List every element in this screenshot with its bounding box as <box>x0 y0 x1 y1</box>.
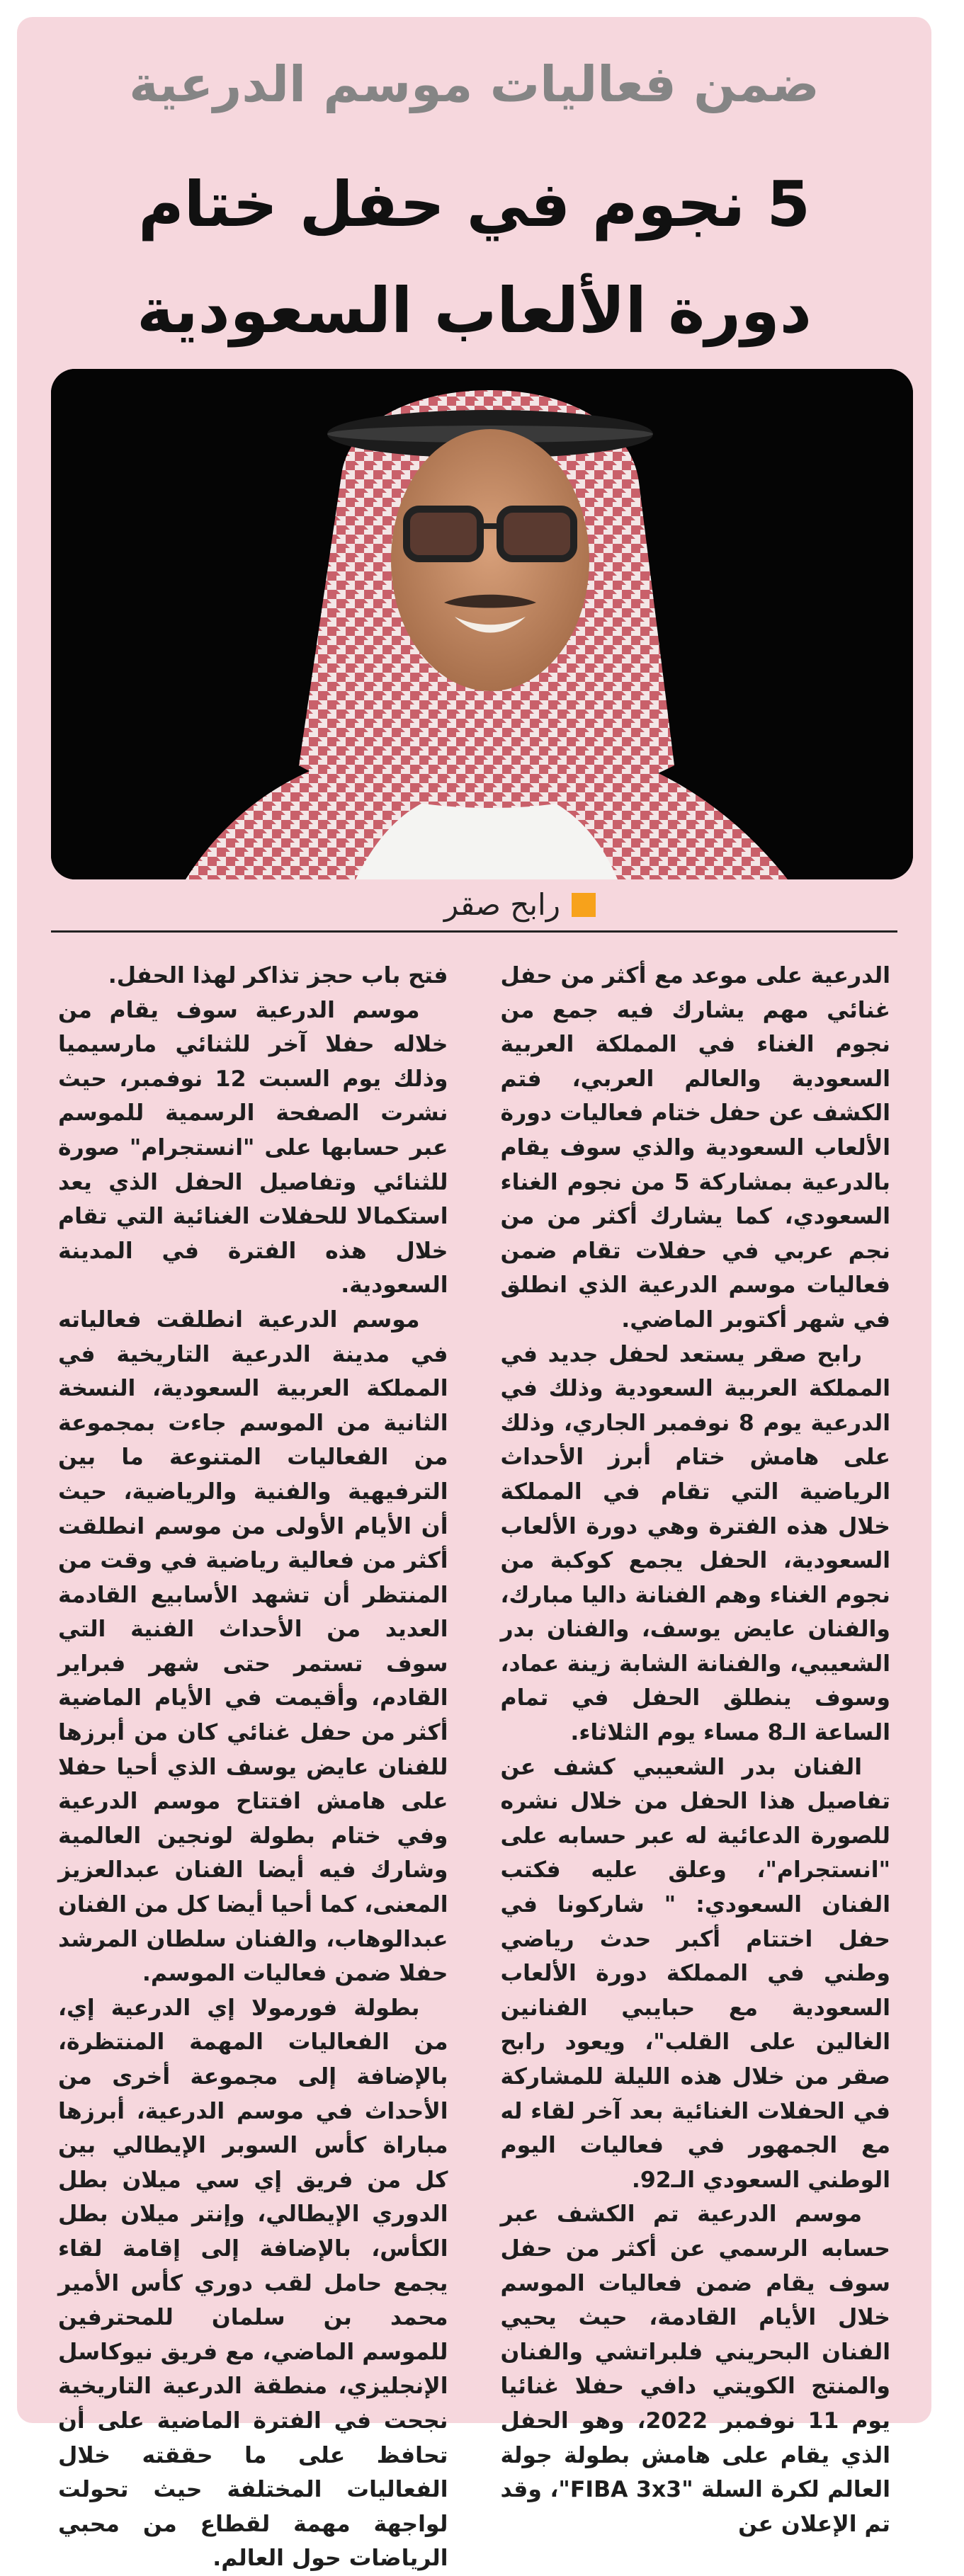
caption-divider <box>51 930 897 933</box>
paragraph: الفنان بدر الشعيبي كشف عن تفاصيل هذا الحفل من خلال نشره للصورة الدعائية له عبر حسابه على "انستجرام"، وعلق عليه فكتب الفنان السعودي: " شاركونا في حفل اختتام أكبر حدث رياضي وطني في المملكة دورة الألعاب السعودية مع حبايبي الفنانين الغالين على القلب"، ويعود رابح صقر من خلال هذه الليلة للمشاركة في الحفلات الغنائية بعد آخر لقاء له مع الجمهور في فعاليات اليوم الوطني السعودي الـ92. <box>500 1754 890 2193</box>
paragraph: موسم الدرعية سوف يقام من خلاله حفلا آخر للثنائي مارسيميا وذلك يوم السبت 12 نوفمبر، حيث نشرت الصفحة الرسمية للموسم عبر حسابها على "انستجرام" صورة للثنائي وتفاصيل الحفل الذي يعد استكمالا للحفلات الغنائية التي تقام خلال هذه الفترة في المدينة السعودية. <box>58 997 448 1299</box>
paragraph: موسم الدرعية تم الكشف عبر حسابه الرسمي عن أكثر من حفل سوف يقام ضمن فعاليات الموسم خلال الأيام القادمة، حيث يحيي الفنان البحريني فلبراتشي والفنان والمنتج الكويتي دافي حفلا غنائيا يوم 11 نوفمبر 2022، وهو الحفل الذي يقام على هامش بطولة جولة العالم لكرة السلة "FIBA 3x3"، وقد تم الإعلان عن <box>500 2201 891 2537</box>
headline-line-2: دورة الألعاب السعودية <box>137 274 812 347</box>
article-page <box>17 17 931 2572</box>
body-column-left <box>58 959 448 2572</box>
paragraph: الدرعية على موعد مع أكثر من حفل غنائي مهم يشارك فيه جمع من نجوم الغناء في المملكة العربية السعودية والعالم العربي، فتم الكشف عن حفل ختام فعاليات دورة الألعاب السعودية والذي سوف يقام بالدرعية بمشاركة 5 من نجوم الغناء السعودي، كما يشارك أكثر من من نجم عربي في حفلات تقام ضمن فعاليات موسم الدرعية الذي انطلق في شهر أكتوبر الماضي. <box>500 963 891 1333</box>
body-column-right <box>500 959 891 2537</box>
article-photo <box>51 369 913 879</box>
article-body <box>58 959 891 2572</box>
headline-line-1: 5 نجوم في حفل ختام <box>138 168 810 241</box>
caption-marker-square <box>572 893 596 917</box>
paragraph: بطولة فورمولا إي الدرعية إي، من الفعاليات المهمة المنتظرة، بالإضافة إلى مجموعة أخرى من الأحداث في موسم الدرعية، أبرزها مباراة كأس السوبر الإيطالي بين كل من فريق إي سي ميلان بطل الدوري الإيطالي، وإنتر ميلان بطل الكأس، بالإضافة إلى إقامة لقاء يجمع حامل لقب دوري كأس الأمير محمد بن سلمان للمحترفين للموسم الماضي، مع فريق نيوكاسل الإنجليزي، منطقة الدرعية التاريخية نجحت في الفترة الماضية على أن تحافظ على ما حققته خلال الفعاليات المختلفة حيث تحولت لواجهة مهمة لقطاع من محبي الرياضات حول العالم. <box>58 1995 448 2572</box>
article-headline <box>17 152 931 364</box>
paragraph: موسم الدرعية انطلقت فعالياته في مدينة الدرعية التاريخية في المملكة العربية السعودية، النسخة الثانية من الموسم جاءت بمجموعة من الفعاليات المتنوعة ما بين الترفيهية والفنية والرياضية، حيث أن الأيام الأولى من موسم انطلقت أكثر من فعالية رياضية في وقت من المنتظر أن تشهد الأسابيع القادمة العديد من الأحداث الفنية التي سوف تستمر حتى شهر فبراير القادم، وأقيمت في الأيام الماضية أكثر من حفل غنائي كان من أبرزها للفنان عايض يوسف الذي أحيا حفلا على هامش افتتاح موسم الدرعية وفي ختام بطولة لونجين العالمية وشارك فيه أيضا الفنان عبدالعزيز المعنى، كما أحيا أيضا كل من الفنان عبدالوهاب، والفنان سلطان المرشد حفلا ضمن فعاليات الموسم. <box>58 1306 448 1987</box>
caption-text: رابح صقر <box>443 887 560 922</box>
photo-caption <box>444 884 596 926</box>
paragraph: فتح باب حجز تذاكر لهذا الحفل. <box>108 963 448 988</box>
paragraph: رابح صقر يستعد لحفل جديد في المملكة العربية السعودية وذلك في الدرعية يوم 8 نوفمبر الجاري، وذلك على هامش ختام أبرز الأحداث الرياضية التي تقام في المملكة خلال هذه الفترة وهي دورة الألعاب السعودية، الحفل يجمع كوكبة من نجوم الغناء وهم الفنانة داليا مبارك، والفنان عايض يوسف، والفنان بدر الشعيبي، والفنانة الشابة زينة عماد، وسوف ينطلق الحفل في تمام الساعة الـ8 مساء يوم الثلاثاء. <box>500 1341 890 1746</box>
article-kicker: ضمن فعاليات موسم الدرعية <box>129 55 820 113</box>
portrait-image <box>51 369 913 879</box>
